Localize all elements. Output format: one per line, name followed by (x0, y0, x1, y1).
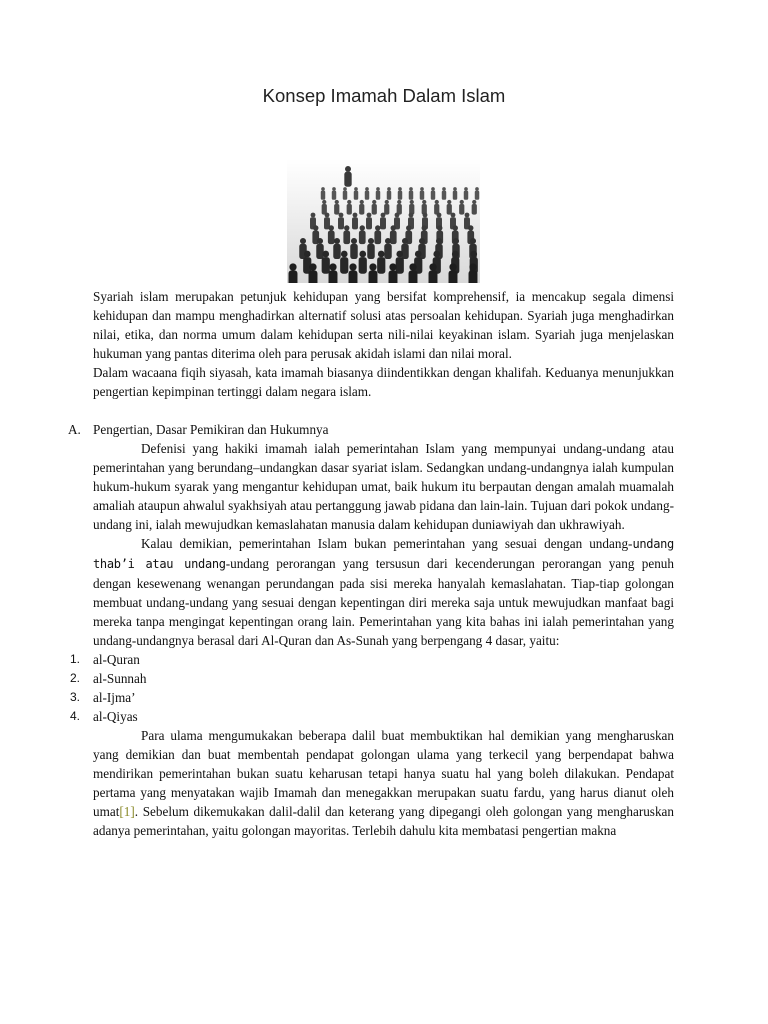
person-figure (387, 187, 391, 200)
person-figure (303, 251, 311, 274)
person-figure (434, 200, 439, 215)
person-figure (343, 225, 350, 244)
person-figure (289, 263, 298, 283)
person-figure (332, 187, 336, 200)
person-figure (475, 187, 479, 200)
list-item-text: al-Qiyas (93, 709, 138, 724)
person-figure (449, 263, 458, 283)
list-item-text: al-Ijma’ (93, 690, 136, 705)
document-body (68, 287, 674, 840)
person-figure (396, 251, 404, 274)
list-number: 1. (70, 652, 81, 666)
person-figure (384, 200, 389, 215)
person-figure (349, 263, 358, 283)
person-figure (354, 187, 358, 200)
spacer (93, 401, 674, 420)
sources-list (70, 650, 674, 726)
person-figure (464, 187, 468, 200)
person-figure (347, 200, 352, 215)
paragraph-2-mono-fragment: undang thab’i atau undang (93, 537, 674, 571)
person-figure (369, 263, 378, 283)
intro-paragraph-1: Syariah islam merupakan petunjuk kehidupan yang bersifat komprehensif, ia mencakup segala dimensi kehidupan dan mampu menghadirkan alternatif solusi atas persoalan kehidupan. Syariah juga menghadirkan nilai, etika, dan norma umum dalam kehidupan serta nili-nilai keyakinan islam. Syariah juga menjelaskan hukuman yang pantas diterima oleh para perusak akidah islami dan nilai moral. (93, 289, 674, 361)
person-figure (380, 213, 386, 230)
person-figure (397, 200, 402, 215)
list-item-text: al-Quran (93, 652, 140, 667)
section-a-paragraph-1: Defenisi yang hakiki imamah ialah pemerintahan Islam yang mempunyai undang-undang atau pemerintahan yang berundang–undangkan dasar syariat islam. Sedangkan undang-undangnya ialah kumpulan hukum-hukum syarak yang mengantur kehidupan umat, baik hukum itu berpautan dengan amalah muamalah amaliah ataupun ahwalul syakhsiyah atau pertanggung jawab pidana dan lain-lain. Tujuan dari pokok undang-undang ini, ialah mewujudkan kemaslahatan manusia dalam kehidupan duniawiyah dan ukhrawiyah. (93, 441, 674, 532)
person-figure (367, 238, 374, 259)
person-figure (459, 200, 464, 215)
person-figure (352, 213, 358, 230)
person-figure (344, 166, 351, 187)
list-number: 4. (70, 709, 81, 723)
section-a-heading: Pengertian, Dasar Pemikiran dan Hukumnya (93, 422, 329, 437)
paragraph-3-end: . Sebelum dikemukakan dalil-dalil dan keterang yang dipegangi oleh golongan yang mengharuskan adanya pemerintahan, yaitu golongan mayoritas. Terlebih dahulu kita membatasi pengertian makna (93, 804, 674, 838)
person-figure (431, 187, 435, 200)
section-a-paragraph-2 (93, 534, 674, 650)
person-figure (376, 187, 380, 200)
person-figure (316, 238, 323, 259)
person-figure (359, 225, 366, 244)
paragraph-2-start: Kalau demikian, pemerintahan Islam bukan pemerintahan yang sesuai dengan undang- (141, 536, 633, 551)
person-figure (328, 225, 335, 244)
person-figure (359, 200, 364, 215)
person-figure (384, 238, 391, 259)
person-figure (338, 213, 344, 230)
list-number: 3. (70, 690, 81, 704)
person-figure (409, 187, 413, 200)
person-figure (442, 187, 446, 200)
person-figure (366, 213, 372, 230)
person-figure (309, 263, 318, 283)
list-item (70, 688, 674, 707)
person-figure (322, 251, 330, 274)
person-figure (398, 187, 402, 200)
person-figure (359, 251, 367, 274)
list-item (70, 669, 674, 688)
paragraph-2-end: -undang perorangan yang tersusun dari kecenderungan perorangan yang penuh dengan kesewenang wenangan perundangan pada sisi mereka hanyalah kemaslahatan. Tiap-tiap golongan membuat undang-undang yang sesuai dengan kepentingan diri mereka saja untuk mewujudkan manfaat bagi mereka tanpa mengingat kepentingan orang lain. Pemerintahan yang kita bahas ini ialah pemerintahan yang undang-undangnya berasal dari Al-Quran dan As-Sunah yang berpengang 4 dasar, yaitu: (93, 556, 674, 648)
person-figure (472, 200, 477, 215)
list-number: 2. (70, 671, 81, 685)
person-figure (321, 187, 325, 200)
page-title: Konsep Imamah Dalam Islam (262, 85, 506, 106)
person-figure (334, 200, 339, 215)
section-a-paragraph-3 (93, 726, 674, 840)
leader-crowd-image (287, 159, 480, 283)
section-a-marker: A. (68, 422, 81, 437)
paragraph-3-start: Para ulama mengumukakan beberapa dalil buat membuktikan hal demikian yang mengharuskan yang demikian dan buat membentah pendapat golongan ulama yang terkecil yang berpendapat bahwa mendirikan pemerintahan bukan suatu keharusan tetapi hanya suatu hal yang boleh dilakukan. Pendapat pertama yang menyatakan wajib Imamah dan menegakkan merupakan suatu fardu, yang harus dianut oleh umat (93, 728, 674, 819)
person-figure (350, 238, 357, 259)
person-figure (409, 263, 418, 283)
person-figure (333, 238, 340, 259)
person-figure (447, 200, 452, 215)
person-figure (365, 187, 369, 200)
person-figure (414, 251, 422, 274)
list-item-text: al-Sunnah (93, 671, 147, 686)
intro-paragraph-2: Dalam wacaana fiqih siyasah, kata imamah biasanya diindentikkan dengan khalifah. Keduanya menunjukkan pengertian kepimpinan tertinggi dalam negara islam. (93, 365, 674, 399)
person-figure (469, 263, 478, 283)
list-item (70, 650, 674, 669)
person-figure (372, 200, 377, 215)
list-item (70, 707, 674, 726)
person-figure (420, 187, 424, 200)
person-figure (343, 187, 347, 200)
person-figure (377, 251, 385, 274)
person-figure (429, 263, 438, 283)
person-figure (453, 187, 457, 200)
person-figure (422, 200, 427, 215)
person-figure (374, 225, 381, 244)
person-figure (322, 200, 327, 215)
person-figure (340, 251, 348, 274)
person-figure (409, 200, 414, 215)
person-figure (389, 263, 398, 283)
footnote-link[interactable]: [1] (119, 804, 135, 819)
section-a-heading-row (68, 420, 674, 439)
person-figure (329, 263, 338, 283)
